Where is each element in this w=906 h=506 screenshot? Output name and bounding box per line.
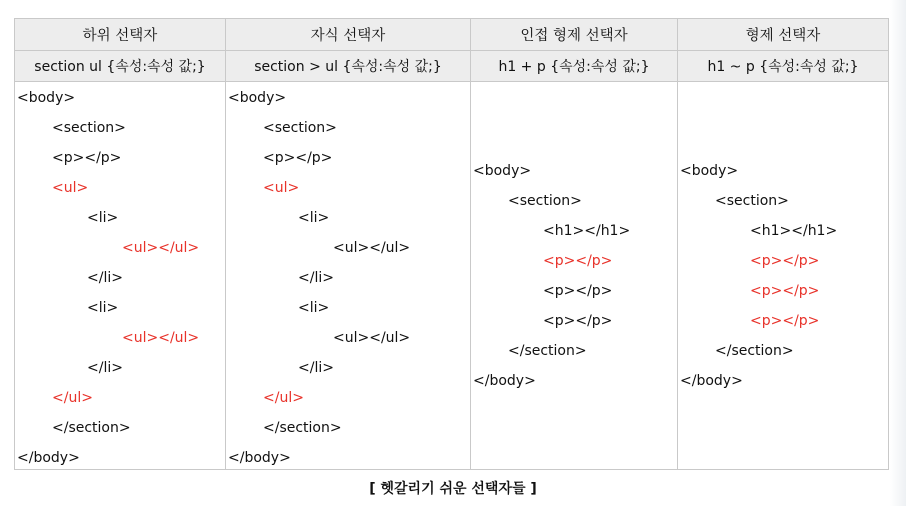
code-line: <li> (298, 210, 330, 226)
code-line: </li> (87, 270, 123, 286)
header-child-selector: 자식 선택자 (226, 19, 471, 51)
right-edge-fade (890, 0, 906, 506)
code-line: <body> (473, 163, 532, 179)
syntax-row (15, 51, 889, 82)
code-line: <section> (508, 193, 582, 209)
code-line: <h1></h1> (750, 223, 838, 239)
code-line: <p></p> (52, 150, 122, 166)
header-descendant-selector: 하위 선택자 (15, 19, 226, 51)
code-line: <h1></h1> (543, 223, 631, 239)
code-line: <p></p> (543, 313, 613, 329)
code-line: </li> (298, 270, 334, 286)
code-line: <body> (228, 90, 287, 106)
code-line: <section> (715, 193, 789, 209)
code-line: </body> (17, 450, 80, 466)
code-line: </li> (298, 360, 334, 376)
code-line: <section> (52, 120, 126, 136)
code-line: <p></p> (543, 253, 613, 269)
code-line: <ul> (52, 180, 89, 196)
code-line: </ul> (52, 390, 93, 406)
code-line: </section> (508, 343, 587, 359)
header-row (15, 19, 889, 51)
code-cell-general-sibling (678, 82, 889, 470)
code-line: <li> (87, 210, 119, 226)
code-cell-adjacent-sibling (471, 82, 678, 470)
code-line: </section> (263, 420, 342, 436)
code-line: <p></p> (263, 150, 333, 166)
code-line: </ul> (263, 390, 304, 406)
table-caption: [ 헷갈리기 쉬운 선택자들 ] (369, 481, 537, 497)
code-line: <ul></ul> (333, 330, 411, 346)
code-line: <body> (680, 163, 739, 179)
code-line: </section> (52, 420, 131, 436)
header-adjacent-sibling-selector: 인접 형제 선택자 (471, 19, 678, 51)
code-line: <ul></ul> (333, 240, 411, 256)
header-general-sibling-selector: 형제 선택자 (678, 19, 889, 51)
code-line: <ul> (263, 180, 300, 196)
code-line: <p></p> (750, 313, 820, 329)
syntax-child: section > ul {속성:속성 값;} (226, 51, 471, 82)
code-line: </body> (473, 373, 536, 389)
code-row (15, 82, 889, 470)
code-line: <p></p> (543, 283, 613, 299)
code-cell-child (226, 82, 471, 470)
code-lines-descendant (15, 82, 225, 469)
code-lines-adjacent-sibling (471, 82, 677, 469)
code-line: <section> (263, 120, 337, 136)
code-line: <p></p> (750, 253, 820, 269)
code-cell-descendant (15, 82, 226, 470)
code-line: <li> (298, 300, 330, 316)
code-line: <body> (17, 90, 76, 106)
syntax-descendant: section ul {속성:속성 값;} (15, 51, 226, 82)
code-line: <p></p> (750, 283, 820, 299)
code-lines-general-sibling (678, 82, 888, 469)
selector-comparison-table (14, 18, 889, 470)
syntax-general-sibling: h1 ~ p {속성:속성 값;} (678, 51, 889, 82)
code-line: <ul></ul> (122, 240, 200, 256)
code-line: </section> (715, 343, 794, 359)
code-line: </body> (680, 373, 743, 389)
syntax-adjacent-sibling: h1 + p {속성:속성 값;} (471, 51, 678, 82)
code-lines-child (226, 82, 470, 469)
code-line: </li> (87, 360, 123, 376)
code-line: <ul></ul> (122, 330, 200, 346)
code-line: </body> (228, 450, 291, 466)
code-line: <li> (87, 300, 119, 316)
